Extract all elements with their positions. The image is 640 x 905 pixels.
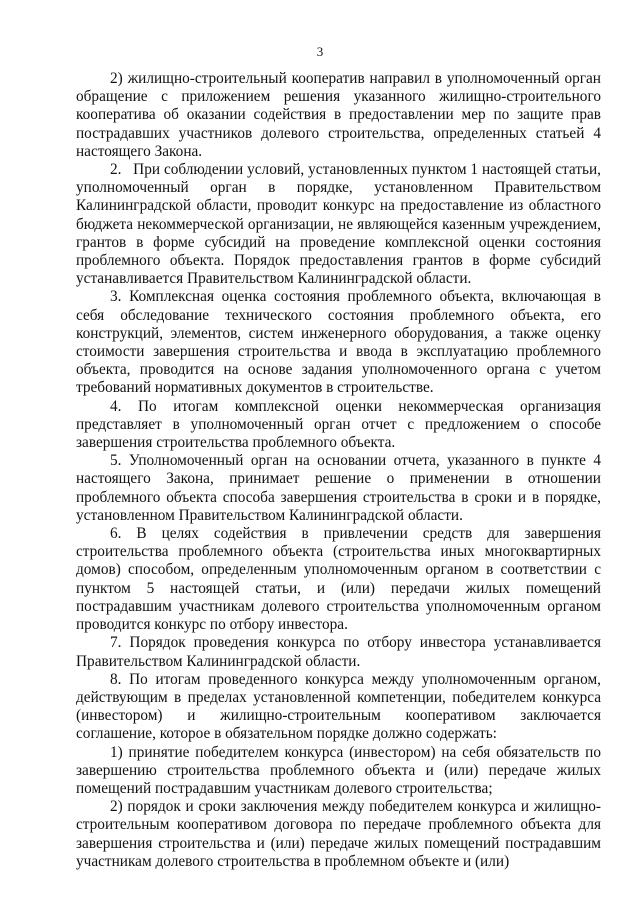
paragraph-clause-6: 6. В целях содействия в привлечении средств для завершения строительства проблемного объекта (строительства иных многоквартирных домов) способом, определенным уполномоченным органом в соответствии с пунктом 5 настоящей статьи, и (или) передачи жилых помещений пострадавшим участникам долевого строительства уполномоченным органом проводится конкурс по отбору инвестора. — [76, 525, 601, 634]
paragraph-clause-3: 3. Комплексная оценка состояния проблемного объекта, включающая в себя обследование технического состояния проблемного объекта, его конструкций, элементов, систем инженерного оборудования, а также оценку стоимости завершения строительства и ввода в эксплуатацию проблемного объекта, проводится на основе задания уполномоченного органа с учетом требований нормативных документов в строительстве. — [76, 288, 601, 397]
page-number: 3 — [316, 44, 324, 59]
paragraph-clause-2: 2. При соблюдении условий, установленных пунктом 1 настоящей статьи, уполномоченный орган в порядке, установленном Правительством Калининградской области, проводит конкурс на предоставление из областного бюджета некоммерческой организации, не являющейся казенным учреждением, грантов в форме субсидий на проведение комплексной оценки состояния проблемного объекта. Порядок предоставления грантов в форме субсидий устанавливается Правительством Калининградской области. — [76, 161, 605, 288]
document-body — [76, 70, 605, 871]
paragraph-item-2: 2) жилищно-строительный кооператив направил в уполномоченный орган обращение с приложением решения указанного жилищно-строительного кооператива об оказании содействия в предоставлении мер по защите прав пострадавших участников долевого строительства, определенных статьей 4 настоящего Закона. — [76, 70, 601, 160]
paragraph-subitem-2: 2) порядок и сроки заключения между победителем конкурса и жилищно-строительным кооперативом договора по передаче проблемного объекта для завершения строительства и (или) передаче жилых помещений пострадавшим участникам долевого строительства в проблемном объекте и (или) — [76, 798, 601, 870]
paragraph-subitem-1: 1) принятие победителем конкурса (инвестором) на себя обязательств по завершению строительства проблемного объекта и (или) передаче жилых помещений пострадавшим участникам долевого строительства; — [76, 743, 601, 797]
paragraph-clause-8: 8. По итогам проведенного конкурса между уполномоченным органом, действующим в пределах установленной компетенции, победителем конкурса (инвестором) и жилищно-строительным кооперативом заключается соглашение, которое в обязательном порядке должно содержать: — [76, 670, 601, 743]
paragraph-clause-5: 5. Уполномоченный орган на основании отчета, указанного в пункте 4 настоящего Закона, принимает решение о применении в отношении проблемного объекта способа завершения строительства в сроки и в порядке, установленном Правительством Калининградской области. — [76, 452, 601, 524]
paragraph-clause-7: 7. Порядок проведения конкурса по отбору инвестора устанавливается Правительством Калининградской области. — [76, 634, 601, 670]
paragraph-clause-4: 4. По итогам комплексной оценки некоммерческая организация представляет в уполномоченный орган отчет с предложением о способе завершения строительства проблемного объекта. — [76, 397, 601, 452]
